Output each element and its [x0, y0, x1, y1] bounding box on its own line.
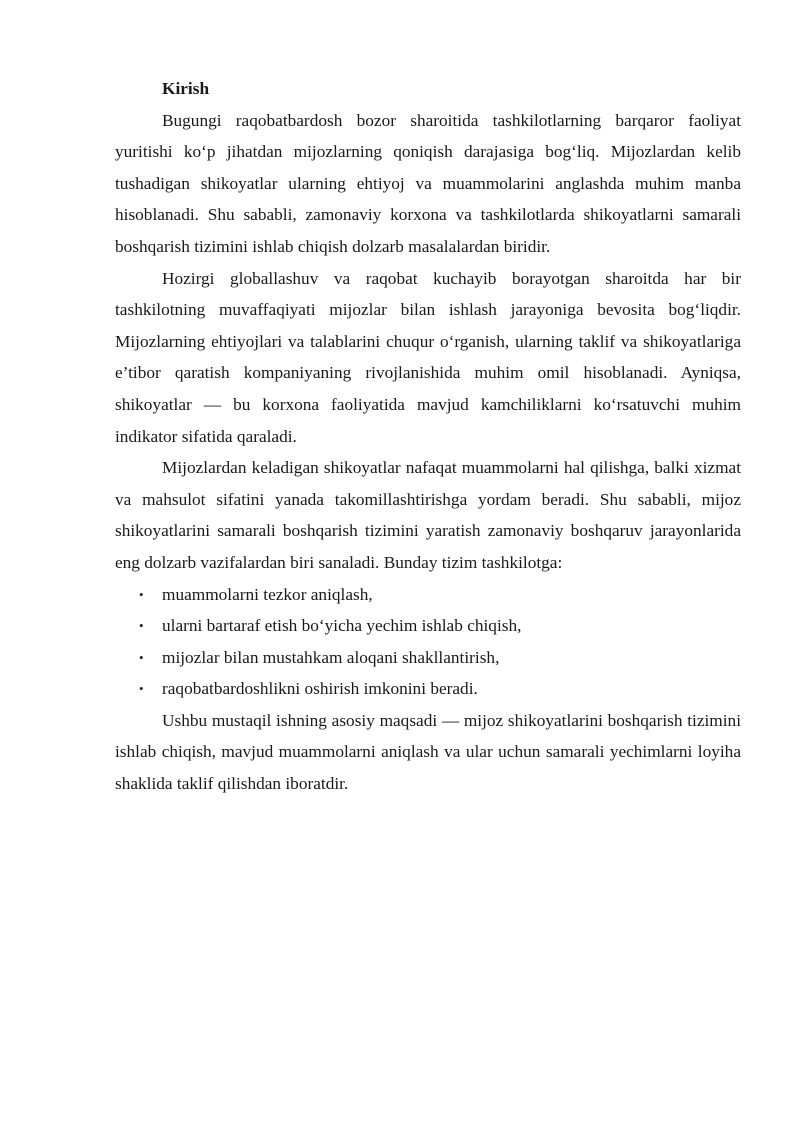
list-item-text: muammolarni tezkor aniqlash, [162, 584, 373, 604]
list-item [115, 610, 741, 642]
paragraph-complaints-benefits: Mijozlardan keladigan shikoyatlar nafaqat muammolarni hal qilishga, balki xizmat va mahsulot sifatini yanada takomillashtirishga yordam beradi. Shu sababli, mijoz shikoyatlarini samarali boshqarish tizimini yaratish zamonaviy boshqaruv jarayonlarida eng dolzarb vazifalardan biri sanaladi. Bunday tizim tashkilotga: [115, 458, 741, 572]
list-item [115, 579, 741, 611]
list-item-text: raqobatbardoshlikni oshirish imkonini beradi. [162, 679, 478, 699]
paragraph-globalization: Hozirgi globallashuv va raqobat kuchayib borayotgan sharoitda har bir tashkilotning muvaffaqiyati mijozlar bilan ishlash jarayoniga bevosita bog‘liqdir. Mijozlarning ehtiyojlari va talablarini chuqur o‘rganish, ularning taklif va shikoyatlariga e’tibor qaratish kompaniyaning rivojlanishida muhim omil hisoblanadi. Ayniqsa, shikoyatlar — bu korxona faoliyatida mavjud kamchiliklarni ko‘rsatuvchi muhim indikator sifatida qaraladi. [115, 268, 741, 446]
list-item-text: mijozlar bilan mustahkam aloqani shakllantirish, [162, 647, 500, 667]
bullet-icon: • [139, 618, 144, 634]
benefits-list [115, 579, 741, 705]
paragraph-goal: Ushbu mustaqil ishning asosiy maqsadi — mijoz shikoyatlarini boshqarish tizimini ishlab chiqish, mavjud muammolarni aniqlash va ular uchun samarali yechimlarni loyiha shaklida taklif qilishdan iboratdir. [115, 710, 741, 794]
bullet-icon: • [139, 586, 144, 602]
document-page [115, 73, 741, 800]
list-item [115, 642, 741, 674]
list-item-text: ularni bartaraf etish bo‘yicha yechim ishlab chiqish, [162, 616, 522, 636]
list-item [115, 673, 741, 705]
section-heading: Kirish [162, 79, 210, 98]
paragraph-intro: Bugungi raqobatbardosh bozor sharoitida tashkilotlarning barqaror faoliyat yuritishi ko‘p jihatdan mijozlarning qoniqish darajasiga bog‘liq. Mijozlardan kelib tushadigan shikoyatlar ularning ehtiyoj va muammolarini anglashda muhim manba hisoblanadi. Shu sababli, zamonaviy korxona va tashkilotlarda shikoyatlarni samarali boshqarish tizimini ishlab chiqish dolzarb masalalardan biridir. [115, 110, 741, 256]
bullet-icon: • [139, 649, 144, 665]
bullet-icon: • [139, 681, 144, 697]
